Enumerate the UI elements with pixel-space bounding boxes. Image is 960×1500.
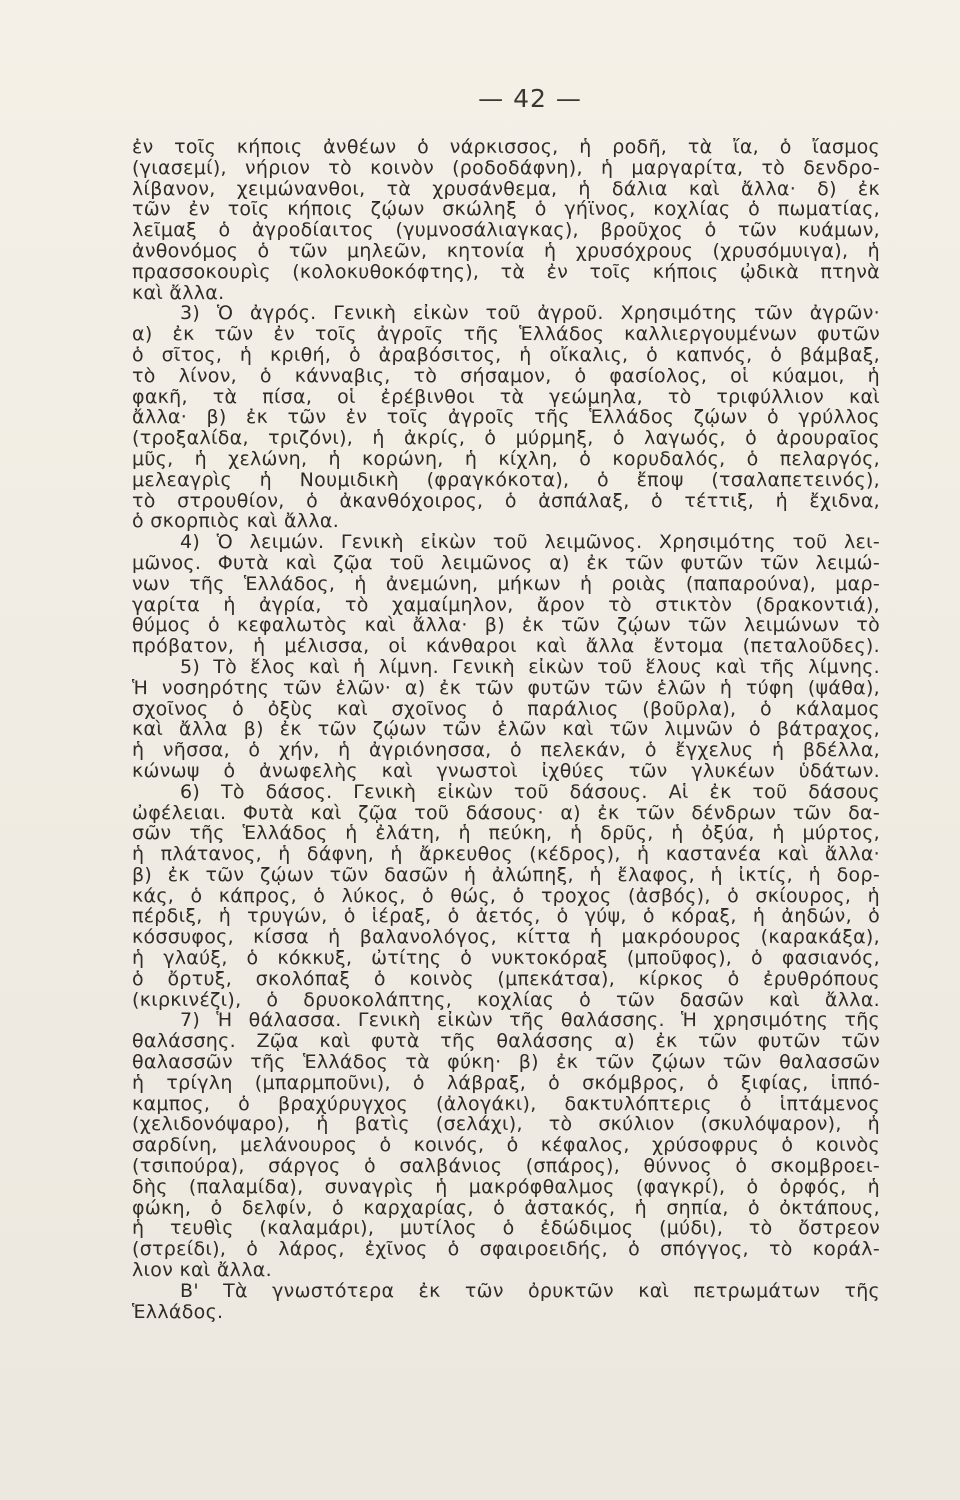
text-line: πρασσοκουρὶς (κολοκυθοκόφτης), τὰ ἐν τοῖς κήποις ᾠδικὰ πτηνὰ (132, 261, 880, 283)
text-line: καὶ ἄλλα β) ἐκ τῶν ζῴων τῶν ἑλῶν καὶ τῶν λιμνῶν ὁ βάτραχος, (132, 719, 880, 741)
body-text (132, 137, 880, 1322)
text-line: 7) Ἡ θάλασσα. Γενικὴ εἰκὼν τῆς θαλάσσης. Ἡ χρησιμότης τῆς (180, 1010, 880, 1032)
text-line: ἡ τευθὶς (καλαμάρι), μυτίλος ὁ ἐδώδιμος (μύδι), τὸ ὄστρεον (132, 1218, 880, 1240)
text-line: σχοῖνος ὁ ὀξὺς καὶ σχοῖνος ὁ παράλιος (βοῦρλα), ὁ κάλαμος (132, 698, 880, 720)
text-line: (γιασεμί), νήριον τὸ κοινὸν (ροδοδάφνη), ἡ μαργαρίτα, τὸ δενδρο- (132, 157, 880, 179)
text-line: 4) Ὁ λειμών. Γενικὴ εἰκὼν τοῦ λειμῶνος. Χρησιμότης τοῦ λει- (180, 532, 880, 553)
text-line: λεῖμαξ ὁ ἀγροδίαιτος (γυμνοσάλιαγκας), βροῦχος ὁ τῶν κυάμων, (132, 220, 880, 241)
text-line: α) ἐκ τῶν ἐν τοῖς ἀγροῖς τῆς Ἑλλάδος καλλιεργουμένων φυτῶν (132, 324, 880, 345)
page-number: — 42 — (478, 84, 582, 113)
text-line: Ἡ νοσηρότης τῶν ἑλῶν· α) ἐκ τῶν φυτῶν τῶν ἑλῶν ἡ τύφη (ψάθα), (132, 677, 880, 699)
text-line: σῶν τῆς Ἑλλάδος ἡ ἐλάτη, ἡ πεύκη, ἡ δρῦς, ἡ ὀξύα, ἡ μύρτος, (132, 823, 880, 845)
text-line: καὶ ἄλλα. (132, 282, 225, 304)
text-line: Ἑλλάδος. (132, 1301, 224, 1323)
text-line: κάς, ὁ κάπρος, ὁ λύκος, ὁ θώς, ὁ τροχος (ἀσβός), ὁ σκίουρος, ἡ (132, 885, 880, 907)
text-line: καμπος, ὁ βραχύρυγχος (ἀλογάκι), δακτυλόπτερις ὁ ἱπτάμενος (132, 1093, 880, 1115)
text-line: τὸ λίνον, ὁ κάνναβις, τὸ σήσαμον, ὁ φασίολος, οἱ κύαμοι, ἡ (132, 365, 880, 387)
text-line: κώνωψ ὁ ἀνωφελὴς καὶ γνωστοὶ ἰχθύες τῶν γλυκέων ὑδάτων. (132, 760, 880, 782)
text-line: ἡ νῆσσα, ὁ χήν, ἡ ἀγριόνησσα, ὁ πελεκάν, ὁ ἔγχελυς ἡ βδέλλα, (132, 740, 880, 761)
text-line: φώκη, ὁ δελφίν, ὁ καρχαρίας, ὁ ἀστακός, ἡ σηπία, ὁ ὀκτάπους, (132, 1197, 880, 1219)
text-line: 5) Τὸ ἕλος καὶ ἡ λίμνη. Γενικὴ εἰκὼν τοῦ ἕλους καὶ τῆς λίμνης. (180, 656, 880, 678)
text-line: σαρδίνη, μελάνουρος ὁ κοινός, ὁ κέφαλος, χρύσοφρυς ὁ κοινὸς (132, 1135, 880, 1157)
text-line: (χελιδονόψαρο), ἡ βατὶς (σελάχι), τὸ σκύλιον (σκυλόψαρον), ἡ (132, 1114, 880, 1136)
text-line: θαλασσῶν τῆς Ἑλλάδος τὰ φύκη· β) ἐκ τῶν ζῴων τῶν θαλασσῶν (132, 1052, 880, 1073)
text-line: ἡ γλαύξ, ὁ κόκκυξ, ὠτίτης ὁ νυκτοκόραξ (μποῦφος), ὁ φασιανός, (132, 948, 880, 969)
text-line: λιον καὶ ἄλλα. (132, 1260, 272, 1281)
text-line: 3) Ὁ ἀγρός. Γενικὴ εἰκὼν τοῦ ἀγροῦ. Χρησιμότης τῶν ἀγρῶν· (180, 303, 880, 325)
text-line: ὁ σῖτος, ἡ κριθή, ὁ ἀραβόσιτος, ἡ οἴκαλις, ὁ καπνός, ὁ βάμβαξ, (132, 344, 880, 366)
text-line: ἡ τρίγλη (μπαρμποῦνι), ὁ λάβραξ, ὁ σκόμβρος, ὁ ξιφίας, ἱππό- (132, 1072, 880, 1094)
text-line: λίβανον, χειμώνανθοι, τὰ χρυσάνθεμα, ἡ δάλια καὶ ἄλλα· δ) ἐκ (132, 178, 880, 200)
text-line: νων τῆς Ἑλλάδος, ἡ ἀνεμώνη, μήκων ἡ ροιὰς (παπαρούνα), μαρ- (132, 573, 880, 595)
text-line: Β' Τὰ γνωστότερα ἐκ τῶν ὀρυκτῶν καὶ πετρωμάτων τῆς (180, 1280, 880, 1302)
text-line: γαρίτα ἡ ἀγρία, τὸ χαμαίμηλον, ἄρον τὸ στικτὸν (δρακοντιά), (132, 594, 880, 616)
text-line: θύμος ὁ κεφαλωτὸς καὶ ἄλλα· β) ἐκ τῶν ζῴων τῶν λειμώνων τὸ (132, 615, 880, 637)
text-line: πέρδιξ, ἡ τρυγών, ὁ ἱέραξ, ὁ ἀετός, ὁ γύψ, ὁ κόραξ, ἡ ἀηδών, ὁ (132, 906, 880, 928)
text-line: μῦς, ἡ χελώνη, ἡ κορώνη, ἡ κίχλη, ὁ κορυδαλός, ὁ πελαργός, (132, 448, 880, 470)
text-line: κόσσυφος, κίσσα ἡ βαλανολόγος, κίττα ἡ μακρόουρος (καρακάξα), (132, 927, 880, 949)
text-line: μελεαγρὶς ἡ Νουμιδικὴ (φραγκόκοτα), ὁ ἔποψ (τσαλαπετεινός), (132, 469, 880, 491)
text-line: β) ἐκ τῶν ζῴων τῶν δασῶν ἡ ἀλώπηξ, ἡ ἔλαφος, ἡ ἰκτίς, ἡ δορ- (132, 864, 880, 886)
text-line: ἄλλα· β) ἐκ τῶν ἐν τοῖς ἀγροῖς τῆς Ἑλλάδος ζῴων ὁ γρύλλος (132, 407, 880, 429)
text-line: ἀνθονόμος ὁ τῶν μηλεῶν, κητονία ἡ χρυσόχρους (χρυσόμυιγα), ἡ (132, 240, 880, 262)
text-line: τὸ στρουθίον, ὁ ἀκανθόχοιρος, ὁ ἀσπάλαξ, ὁ τέττιξ, ἡ ἔχιδνα, (132, 490, 880, 512)
text-line: δὴς (παλαμίδα), συναγρὶς ἡ μακρόφθαλμος (φαγκρί), ὁ ὀρφός, ἡ (132, 1176, 880, 1198)
text-line: ἡ πλάτανος, ἡ δάφνη, ἡ ἄρκευθος (κέδρος), ἡ καστανέα καὶ ἄλλα· (132, 844, 880, 865)
text-line: θαλάσσης. Ζῷα καὶ φυτὰ τῆς θαλάσσης α) ἐκ τῶν φυτῶν τῶν (132, 1031, 880, 1053)
text-line: (τσιπούρα), σάργος ὁ σαλβάνιος (σπάρος), θύννος ὁ σκομβροει- (132, 1156, 880, 1177)
text-line: φακῆ, τὰ πίσα, οἱ ἐρέβινθοι τὰ γεώμηλα, τὸ τριφύλλιον καὶ (132, 386, 880, 408)
text-line: πρόβατον, ἡ μέλισσα, οἱ κάνθαροι καὶ ἄλλα ἔντομα (πεταλοῦδες). (132, 636, 880, 657)
text-line: 6) Τὸ δάσος. Γενικὴ εἰκὼν τοῦ δάσους. Αἱ ἐκ τοῦ δάσους (180, 781, 880, 803)
text-line: ὠφέλειαι. Φυτὰ καὶ ζῷα τοῦ δάσους· α) ἐκ τῶν δένδρων τῶν δα- (132, 802, 880, 824)
text-line: μῶνος. Φυτὰ καὶ ζῷα τοῦ λειμῶνος α) ἐκ τῶν φυτῶν τῶν λειμώ- (132, 552, 880, 574)
text-line: ὁ σκορπιὸς καὶ ἄλλα. (132, 511, 340, 533)
text-line: (κιρκινέζι), ὁ δρυοκολάπτης, κοχλίας ὁ τῶν δασῶν καὶ ἄλλα. (132, 989, 880, 1011)
text-line: ἐν τοῖς κήποις ἀνθέων ὁ νάρκισσος, ἡ ροδῆ, τὰ ἴα, ὁ ἴασμος (132, 137, 880, 158)
text-line: τῶν ἐν τοῖς κήποις ζῴων σκώληξ ὁ γήϊνος, κοχλίας ὁ πωματίας, (132, 199, 880, 221)
text-line: (στρείδι), ὁ λάρος, ἐχῖνος ὁ σφαιροειδής, ὁ σπόγγος, τὸ κοράλ- (132, 1239, 880, 1261)
text-line: (τροξαλίδα, τριζόνι), ἡ ἀκρίς, ὁ μύρμηξ, ὁ λαγωός, ὁ ἀρουραῖος (132, 428, 880, 449)
text-line: ὁ ὄρτυξ, σκολόπαξ ὁ κοινὸς (μπεκάτσα), κίρκος ὁ ἐρυθρόπους (132, 968, 880, 990)
